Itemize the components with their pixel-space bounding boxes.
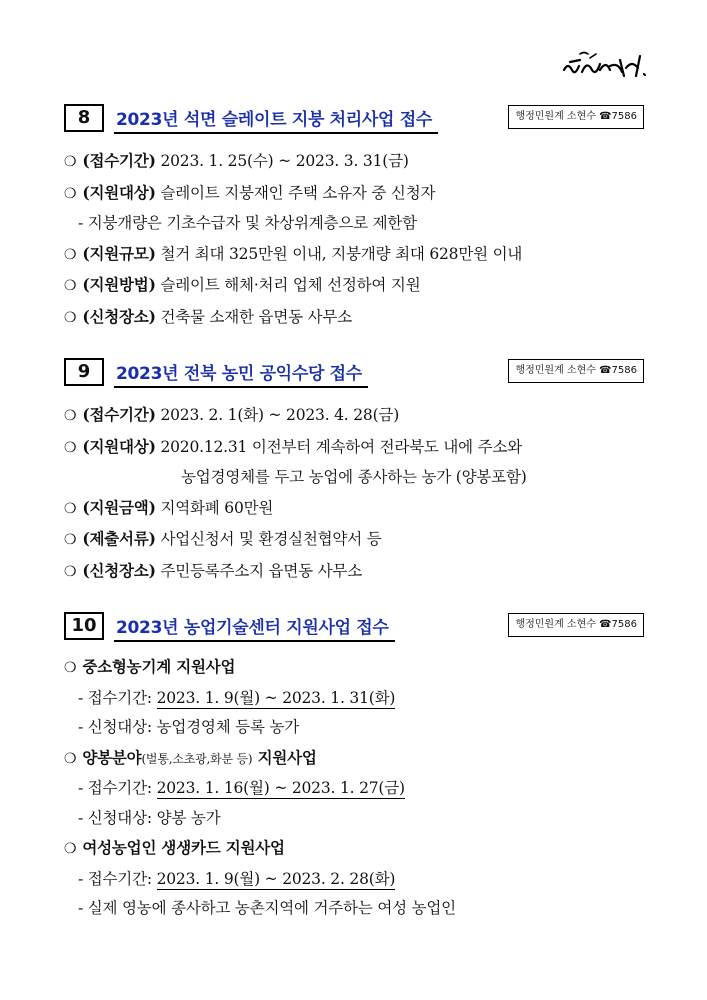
circle-bullet-icon: ❍ [64,278,77,294]
line-text: 슬레이트 지붕재인 주택 소유자 중 신청자 [155,183,436,202]
section-title: 2023년 농업기술센터 지원사업 접수 [114,613,395,642]
line-label: (접수기간) [82,151,156,170]
info-continuation: 농업경영체를 두고 농업에 종사하는 농가 (양봉포함) [181,468,527,486]
line-text: 주민등록주소지 읍면동 사무소 [155,561,362,580]
info-line [64,146,644,178]
circle-bullet-icon: ❍ [64,563,77,580]
line-text: 사업신청서 및 환경실천협약서 등 [155,530,382,548]
program-name: ❍ 양봉분야(벌통,소초광,화분 등) 지원사업 [64,747,317,767]
line-label: (지원금액) [82,497,156,517]
line-text: 철거 최대 325만원 이내, 지붕개량 최대 628만원 이내 [155,244,523,263]
line-label: (제출서류) [82,529,156,548]
line-label: (지원대상) [82,182,156,202]
circle-bullet-icon: ❍ [64,750,77,767]
circle-bullet-icon: ❍ [64,246,77,263]
section-number: 9 [64,358,104,386]
section-8 [64,104,644,333]
program-name: ❍ 중소형농기계 지원사업 [64,657,236,676]
program-period: - 접수기간: 2023. 1. 9(월) ~ 2023. 1. 31(화) [78,688,396,707]
section-header [64,358,644,388]
circle-bullet-icon: ❍ [64,841,77,857]
section-number: 8 [64,104,104,132]
info-line [64,178,644,210]
section-header [64,104,644,134]
line-label: (지원규모) [82,243,156,263]
circle-bullet-icon: ❍ [64,500,77,517]
contact-box: 행정민원계 소현수 ☎7586 [508,359,644,383]
contact-box: 행정민원계 소현수 ☎7586 [508,613,644,637]
info-line [64,556,644,588]
info-line [64,432,644,464]
circle-bullet-icon: ❍ [64,408,77,424]
program-target: - 신청대상: 농업경영체 등록 농가 [78,718,300,736]
section-9 [64,358,644,587]
contact-box: 행정민원계 소현수 ☎7586 [508,105,644,129]
section-10 [64,612,644,924]
line-label: (지원방법) [82,275,156,294]
section-header [64,612,644,642]
circle-bullet-icon: ❍ [64,185,77,202]
line-text: 2023. 1. 25(수) ~ 2023. 3. 31(금) [155,152,409,170]
line-text: 건축물 소재한 읍면동 사무소 [155,307,352,326]
circle-bullet-icon: ❍ [64,309,77,326]
circle-bullet-icon: ❍ [64,532,77,548]
info-line [64,524,644,556]
section-title: 2023년 석면 슬레이트 지붕 처리사업 접수 [114,105,438,134]
line-label: (신청장소) [82,560,156,580]
program-period: - 접수기간: 2023. 1. 16(월) ~ 2023. 1. 27(금) [78,779,405,797]
program-name: ❍ 여성농업인 생생카드 지원사업 [64,838,285,857]
circle-bullet-icon: ❍ [64,154,77,170]
program-period: - 접수기간: 2023. 1. 9(월) ~ 2023. 2. 28(화) [78,869,396,888]
info-line [64,239,644,271]
line-text: 지역화폐 60만원 [155,498,274,517]
info-subline: - 지붕개량은 기초수급자 및 차상위계층으로 제한함 [78,214,417,232]
info-line [64,270,644,302]
line-label: (신청장소) [82,306,156,326]
line-text: 슬레이트 해체·처리 업체 선정하여 지원 [155,276,421,294]
info-line [64,493,644,525]
section-title: 2023년 전북 농민 공익수당 접수 [114,359,368,388]
line-text: 2023. 2. 1(화) ~ 2023. 4. 28(금) [155,406,400,424]
line-label: (접수기간) [82,405,156,424]
circle-bullet-icon: ❍ [64,660,77,676]
circle-bullet-icon: ❍ [64,439,77,456]
program-target: - 실제 영농에 종사하고 농촌지역에 거주하는 여성 농업인 [78,899,456,917]
program-target: - 신청대상: 양봉 농가 [78,808,221,827]
info-line [64,400,644,432]
line-label: (지원대상) [82,436,156,456]
info-line [64,302,644,334]
section-number: 10 [64,612,104,640]
handwritten-signature-logo [560,48,650,82]
line-text: 2020.12.31 이전부터 계속하여 전라북도 내에 주소와 [155,437,522,456]
